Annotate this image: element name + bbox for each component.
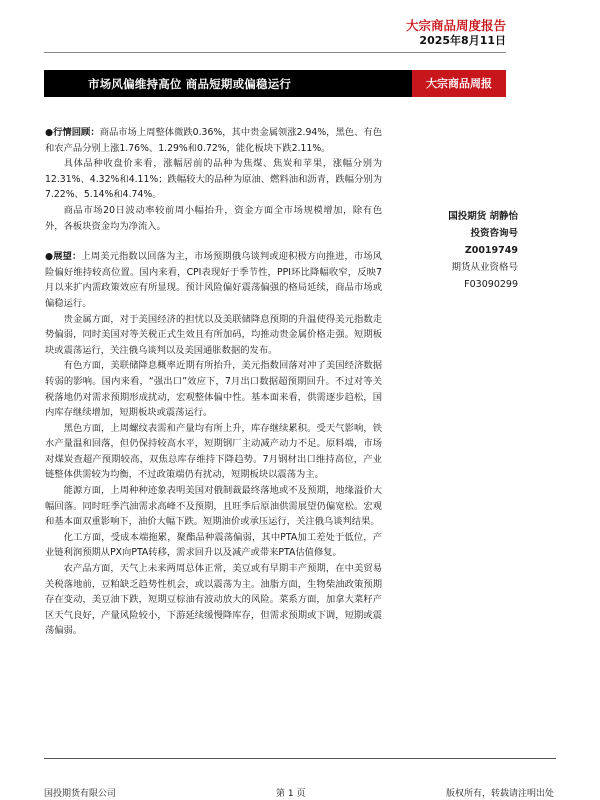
review-heading: ●行情回顾：: [45, 127, 100, 138]
body-paragraph: 能源方面，上周种种迹象表明美国对俄制裁最终落地或不及预期，地缘溢价大幅回落。同时旺季汽油需求高峰不及预期，且旺季后原油供需展望仍偏宽松。宏观和基本面双重影响下，油价大幅下跌。短期油价或承压运行，关注俄乌谈判结果。: [45, 485, 382, 528]
banner-headline: 市场风偏维持高位 商品短期或偏稳运行: [88, 77, 292, 91]
author-name: 国投期货 胡静怡: [448, 211, 518, 222]
footer-company: 国投期货有限公司: [44, 789, 117, 799]
license-number: F03090299: [464, 279, 518, 290]
author-role: 投资咨询号: [470, 228, 518, 239]
license-label: 期货从业资格号: [451, 262, 518, 273]
body-paragraph: 具体品种收盘价来看，涨幅居前的品种为焦煤、焦炭和苹果，涨幅分别为12.31%、4.32%和4.11%；跌幅较大的品种为原油、燃料油和沥青，跌幅分别为7.22%、5.14%和4.74%。: [45, 158, 382, 201]
outlook-paragraph: ●展望：上周美元指数以回落为主，市场预期俄乌谈判或迎积极方向推进，市场风险偏好维持较高位置。国内来看，CPI表现好于季节性，PPI环比降幅收窄，反映7月以来扩内需政策效应有所显现。预计风险偏好震荡偏强的格局延续，商品市场或偏稳运行。: [45, 251, 382, 309]
body-paragraph: 有色方面，美联储降息概率近期有所抬升，美元指数回落对冲了美国经济数据转弱的影响。国内来看，“强出口”效应下，7月出口数据超预期回升。不过对等关税落地仍对需求预期形成扰动，宏观整体偏中性。基本面来看，供需逐步趋松，国内库存继续增加，短期板块或震荡运行。: [45, 360, 382, 419]
body-paragraph: 黑色方面，上周螺纹表需和产量均有所上升，库存继续累积。受天气影响，铁水产量温和回落，但仍保持较高水平，短期钢厂主动减产动力不足。原料端，市场对煤炭查超产预期较高，双焦总库存维持下降趋势。7月钢材出口维持高位，产业链整体供需较为均衡，不过政策端仍有扰动，短期板块以震荡为主。: [45, 422, 382, 481]
body-paragraph: 农产品方面，天气上未来两周总体正常，美豆或有早期丰产预期，在中美贸易关税落地前，豆粕缺乏趋势性机会，或以震荡为主。油脂方面，生物柴油政策预期存在变动，美豆油下跌，短期豆棕油有波动放大的风险。菜系方面，加拿大菜籽产区天气良好，产量风险较小，下游延续缓慢降库存，但需求预期或下调，短期或震荡偏弱。: [45, 563, 382, 637]
banner-tag: 大宗商品周报: [412, 70, 506, 97]
body-paragraph: 贵金属方面，对于美国经济的担忧以及美联储降息预期的升温使得美元指数走势偏弱，同时美国对等关税正式生效且有所加码，均推动贵金属价格走强。短期板块或震荡运行，关注俄乌谈判以及美国通胀数据的发布。: [45, 313, 382, 356]
footer-copyright: 版权所有，转载请注明出处: [445, 789, 554, 799]
consult-number: Z0019749: [464, 245, 518, 256]
footer-divider: [44, 758, 556, 759]
outlook-heading: ●展望：: [45, 251, 82, 263]
title-banner: [44, 70, 506, 97]
report-date: 2025年8月11日: [419, 34, 506, 47]
author-sidebar: [396, 208, 518, 293]
report-title: 大宗商品周度报告: [405, 18, 506, 33]
body-paragraph: 商品市场20日波动率较前周小幅抬升，资金方面全市场规模增加，除有色外，各板块资金均为净流入。: [45, 204, 382, 232]
report-body: [45, 125, 382, 639]
review-paragraph: ●行情回顾：商品市场上周整体微跌0.36%，其中贵金属领涨2.94%，黑色、有色和农产品分别上涨1.76%、1.29%和0.72%，能化板块下跌2.11%。: [45, 127, 382, 154]
header-divider: [44, 52, 506, 53]
body-paragraph: 化工方面，受成本端拖累，聚酯品种震荡偏弱，其中PTA加工差处于低位，产业链利润预期从PX向PTA转移，需求回升以及减产或带来PTA估值修复。: [45, 531, 382, 559]
page-number: 第 1 页: [276, 789, 306, 799]
